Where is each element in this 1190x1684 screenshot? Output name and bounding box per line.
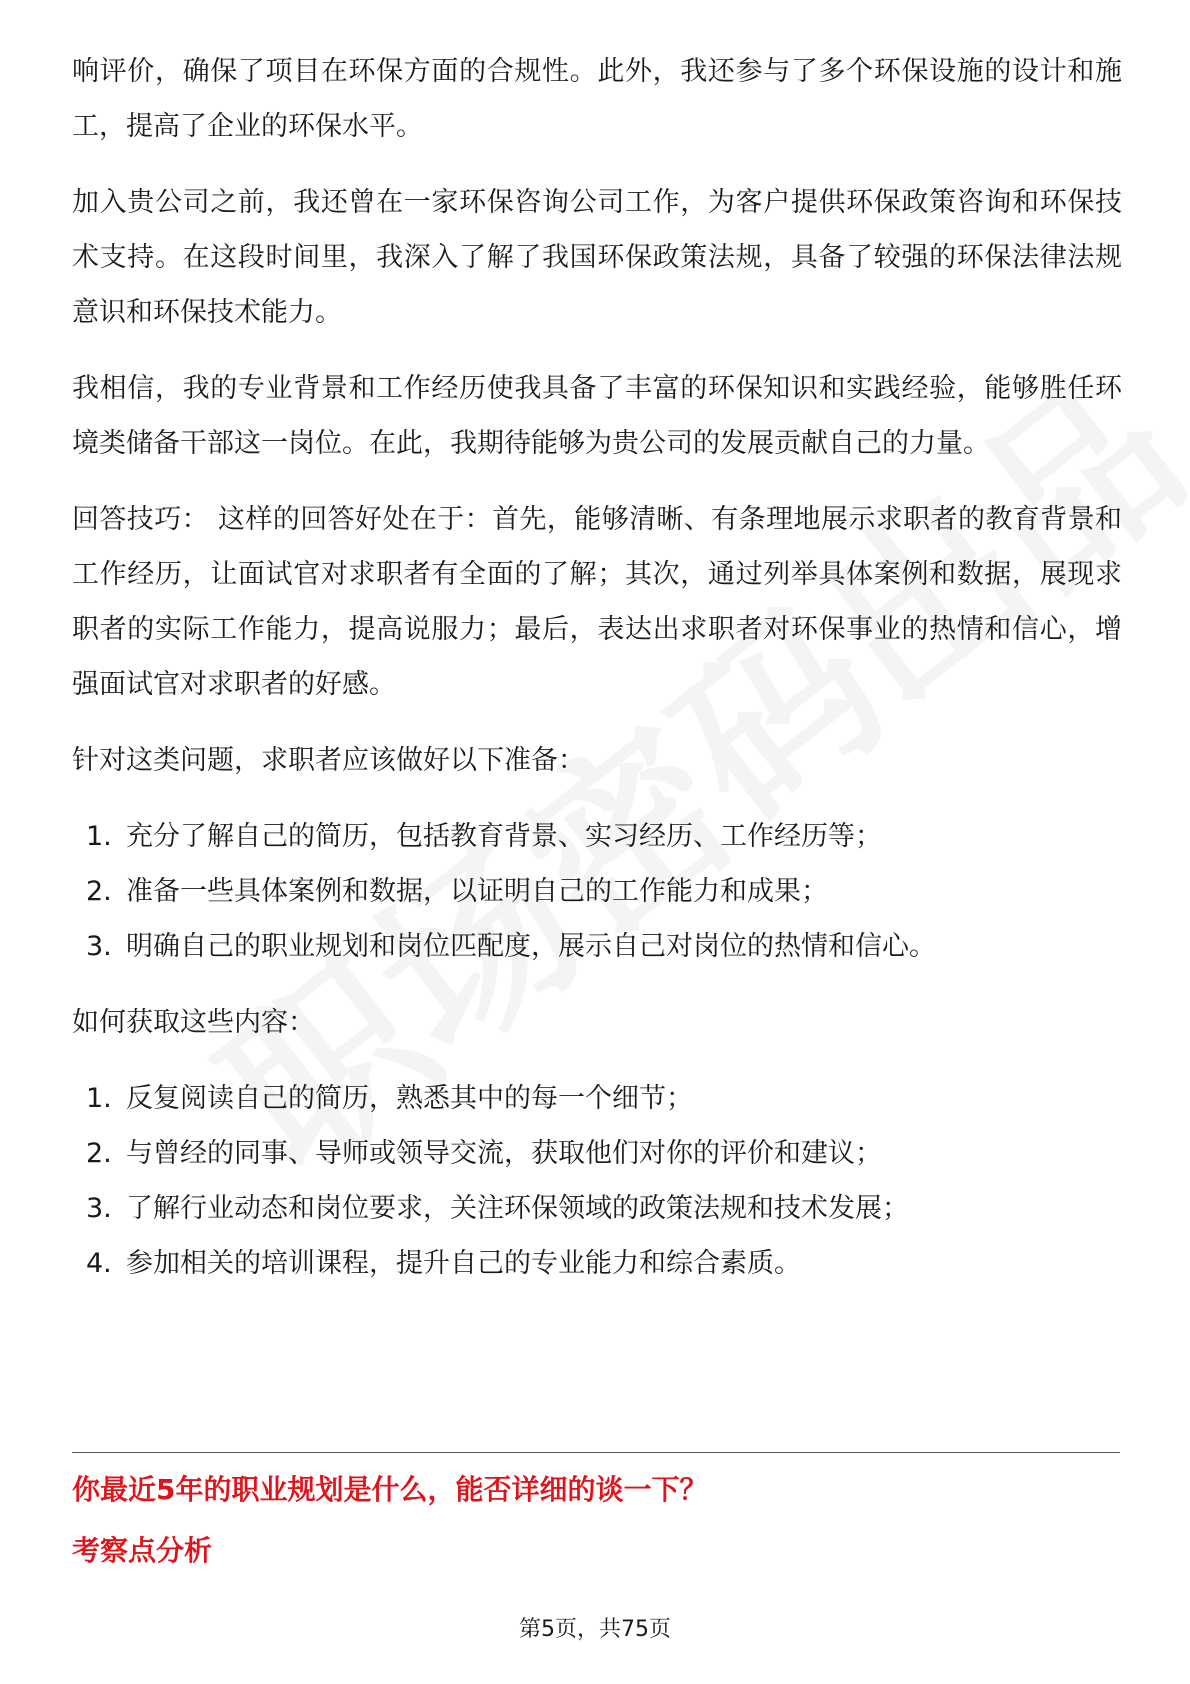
list-item: [72, 864, 1122, 919]
list-item-text: 准备一些具体案例和数据，以证明自己的工作能力和成果；: [126, 876, 828, 907]
list-item-number: 4.: [86, 1248, 112, 1279]
section-divider: [72, 1452, 1120, 1453]
answer-tips-paragraph: 回答技巧： 这样的回答好处在于：首先，能够清晰、有条理地展示求职者的教育背景和工作经历，让面试官对求职者有全面的了解；其次，通过列举具体案例和数据，展现求职者的实际工作能力，提高说服力；最后，表达出求职者对环保事业的热情和信心，增强面试官对求职者的好感。: [72, 504, 1122, 700]
list-item: [72, 1236, 1122, 1291]
how-to-list: [72, 1071, 1122, 1291]
paragraph-1: 响评价，确保了项目在环保方面的合规性。此外，我还参与了多个环保设施的设计和施工，提高了企业的环保水平。: [72, 56, 1122, 142]
list-item-number: 1.: [86, 821, 112, 852]
list-item-text: 明确自己的职业规划和岗位匹配度，展示自己对岗位的热情和信心。: [126, 931, 936, 962]
list-item-text: 反复阅读自己的简历，熟悉其中的每一个细节；: [126, 1083, 693, 1114]
analysis-heading: 考察点分析: [72, 1534, 213, 1567]
list-item-text: 与曾经的同事、导师或领导交流，获取他们对你的评价和建议；: [126, 1138, 882, 1169]
how-to-title: 如何获取这些内容：: [72, 1007, 315, 1038]
list-item-number: 2.: [86, 1138, 112, 1169]
list-item-number: 3.: [86, 931, 112, 962]
list-item: [72, 919, 1122, 974]
list-item-number: 2.: [86, 876, 112, 907]
list-item: [72, 809, 1122, 864]
preparation-list: [72, 809, 1122, 974]
document-body: [72, 44, 1122, 1312]
list-item-number: 3.: [86, 1193, 112, 1224]
page-number: 第5页，共75页: [519, 1617, 671, 1642]
paragraph-3: 我相信，我的专业背景和工作经历使我具备了丰富的环保知识和实践经验，能够胜任环境类储备干部这一岗位。在此，我期待能够为贵公司的发展贡献自己的力量。: [72, 373, 1122, 459]
list-item-number: 1.: [86, 1083, 112, 1114]
paragraph-2: 加入贵公司之前，我还曾在一家环保咨询公司工作，为客户提供环保政策咨询和环保技术支持。在这段时间里，我深入了解了我国环保政策法规，具备了较强的环保法律法规意识和环保技术能力。: [72, 187, 1122, 328]
list-item-text: 充分了解自己的简历，包括教育背景、实习经历、工作经历等；: [126, 821, 882, 852]
list-item-text: 了解行业动态和岗位要求，关注环保领域的政策法规和技术发展；: [126, 1193, 909, 1224]
list-item: [72, 1126, 1122, 1181]
next-question-heading: 你最近5年的职业规划是什么，能否详细的谈一下？: [72, 1473, 708, 1506]
list-item-text: 参加相关的培训课程，提升自己的专业能力和综合素质。: [126, 1248, 801, 1279]
preparation-intro: 针对这类问题，求职者应该做好以下准备：: [72, 745, 585, 776]
list-item: [72, 1071, 1122, 1126]
list-item: [72, 1181, 1122, 1236]
